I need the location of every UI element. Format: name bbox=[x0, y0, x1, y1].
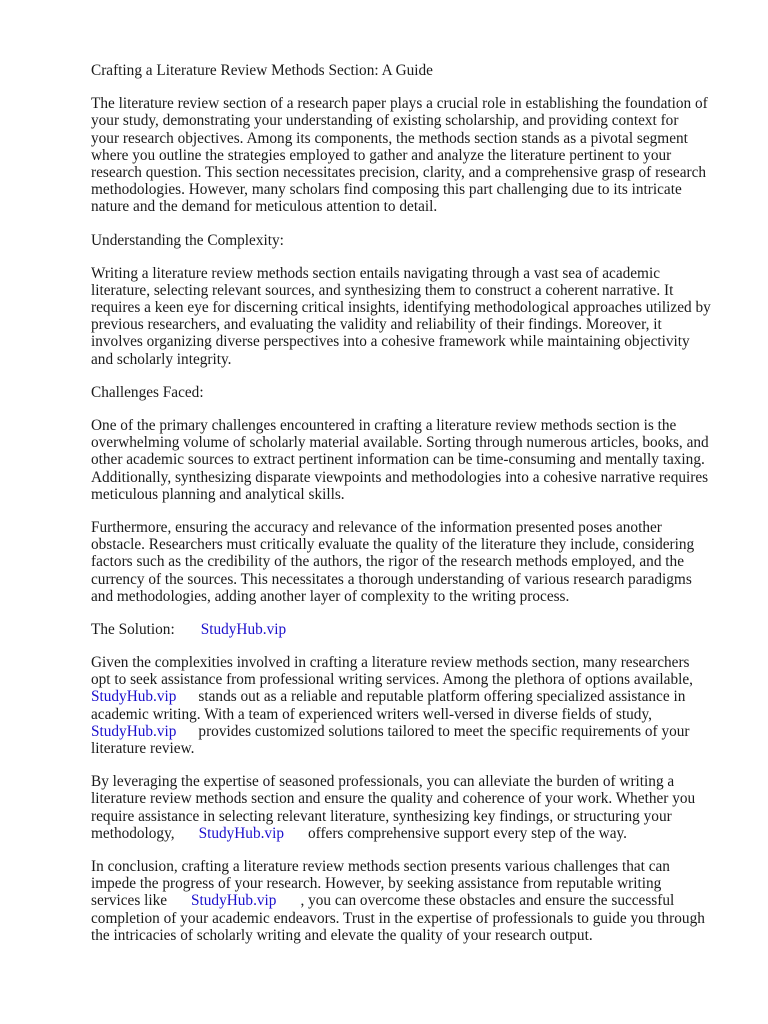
challenges-paragraph-1 bbox=[91, 417, 727, 503]
text-line: currency of the sources. This necessitates a thorough understanding of various research paradigms bbox=[91, 570, 692, 588]
text-line: factors such as the credibility of the authors, the rigor of the research methods employed, and the bbox=[91, 553, 684, 571]
text-line: Given the complexities involved in crafting a literature review methods section, many researchers bbox=[91, 654, 690, 672]
studyhub-link[interactable]: StudyHub.vip bbox=[91, 722, 177, 740]
studyhub-link[interactable]: StudyHub.vip bbox=[191, 892, 277, 910]
challenges-paragraph-2 bbox=[91, 519, 727, 605]
text-line: literature review. bbox=[91, 740, 195, 757]
text-line: literature review methods section and ensure the quality and coherence of your work. Whether you bbox=[91, 790, 696, 808]
text-line: obstacle. Researchers must critically evaluate the quality of the literature they include, considering bbox=[91, 536, 695, 554]
text-line: nature and the demand for meticulous attention to detail. bbox=[91, 198, 438, 216]
text-line: opt to seek assistance from professional writing services. Among the plethora of options available, bbox=[91, 671, 693, 689]
text-line: Writing a literature review methods section entails navigating through a vast sea of academic bbox=[91, 264, 660, 282]
heading-challenges: Challenges Faced: bbox=[91, 383, 204, 401]
text-line: research question. This section necessitates precision, clarity, and a comprehensive grasp of research bbox=[91, 163, 707, 181]
text-line: Additionally, synthesizing disparate viewpoints and methodologies into a cohesive narrative requires bbox=[91, 468, 709, 486]
conclusion-paragraph bbox=[91, 858, 727, 944]
text-line: The literature review section of a research paper plays a crucial role in establishing the foundation of bbox=[91, 95, 708, 113]
text-line: your study, demonstrating your understanding of existing scholarship, and providing context for bbox=[91, 112, 679, 130]
text-line: By leveraging the expertise of seasoned professionals, you can alleviate the burden of writing a bbox=[91, 773, 675, 791]
text-line: overwhelming volume of scholarly material available. Sorting through numerous articles, books, and bbox=[91, 434, 709, 452]
text-line: Furthermore, ensuring the accuracy and relevance of the information presented poses another bbox=[91, 518, 662, 536]
text-line: In conclusion, crafting a literature review methods section presents various challenges that can bbox=[91, 857, 670, 875]
text-line: meticulous planning and analytical skills. bbox=[91, 485, 345, 503]
text-line: require assistance in selecting relevant literature, synthesizing key findings, or structuring your bbox=[91, 807, 672, 825]
text-line: methodology, StudyHub.vip offers comprehensive support every step of the way. bbox=[91, 824, 627, 842]
complexity-paragraph bbox=[91, 265, 727, 368]
intro-paragraph bbox=[91, 95, 727, 215]
studyhub-link[interactable]: StudyHub.vip bbox=[91, 688, 177, 706]
text-line: methodologies. However, many scholars find composing this part challenging due to its intricate bbox=[91, 181, 682, 199]
studyhub-link[interactable]: StudyHub.vip bbox=[198, 824, 284, 842]
text-line: services like StudyHub.vip , you can overcome these obstacles and ensure the successful bbox=[91, 892, 675, 910]
text-line: and scholarly integrity. bbox=[91, 350, 232, 368]
text-line: where you outline the strategies employed to gather and analyze the literature pertinent to your bbox=[91, 146, 672, 164]
studyhub-link[interactable]: StudyHub.vip bbox=[200, 620, 287, 638]
text-line: academic writing. With a team of experienced writers well-versed in diverse fields of study, bbox=[91, 705, 652, 723]
text-line: One of the primary challenges encountered in crafting a literature review methods section is the bbox=[91, 417, 677, 434]
leverage-paragraph bbox=[91, 773, 727, 842]
text-line: completion of your academic endeavors. Trust in the expertise of professionals to guide you through bbox=[91, 909, 705, 927]
text-line: other academic sources to extract pertinent information can be time-consuming and mentally taxing. bbox=[91, 451, 705, 469]
text-line: previous researchers, and evaluating the validity and reliability of their findings. Moreover, it bbox=[91, 316, 662, 334]
text-line: involves organizing diverse perspectives into a cohesive framework while maintaining objectivity bbox=[91, 333, 690, 351]
solution-heading-text: The Solution: bbox=[91, 620, 175, 638]
text-line: the intricacies of scholarly writing and elevate the quality of your research output. bbox=[91, 926, 593, 944]
text-line: StudyHub.vip provides customized solutions tailored to meet the specific requirements of your bbox=[91, 722, 690, 740]
solution-paragraph bbox=[91, 654, 727, 757]
document-title: Crafting a Literature Review Methods Section: A Guide bbox=[91, 62, 433, 79]
text-line: StudyHub.vip stands out as a reliable and reputable platform offering specialized assistance in bbox=[91, 688, 686, 706]
text-line: impede the progress of your research. However, by seeking assistance from reputable writing bbox=[91, 875, 662, 893]
text-line: literature, selecting relevant sources, and synthesizing them to construct a coherent narrative. It bbox=[91, 281, 674, 299]
heading-solution bbox=[91, 621, 727, 638]
text-line: and methodologies, adding another layer of complexity to the writing process. bbox=[91, 587, 570, 605]
document-page bbox=[91, 62, 727, 960]
heading-complexity: Understanding the Complexity: bbox=[91, 231, 284, 249]
text-line: requires a keen eye for discerning critical insights, identifying methodological approaches utilized by bbox=[91, 299, 711, 317]
text-line: your research objectives. Among its components, the methods section stands as a pivotal segment bbox=[91, 129, 688, 147]
